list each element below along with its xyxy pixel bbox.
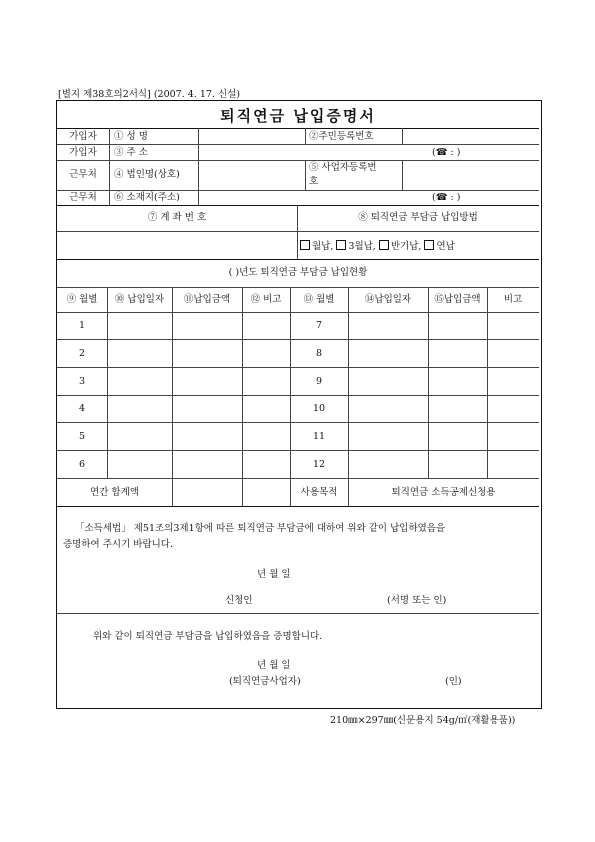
month-cell: 7	[315, 320, 323, 331]
divider	[402, 128, 403, 144]
divider	[57, 339, 539, 340]
pension-provider-label: (퇴직연금사업자)	[229, 676, 301, 687]
form-reference	[58, 86, 240, 100]
business-reg-label: ⑤ 사업자등록번	[309, 162, 377, 173]
divider	[57, 422, 539, 423]
declaration-line-1: 「소득세법」 제51조의3제1항에 따른 퇴직연금 부담금에 대하여 위와 같이 납입하였음을	[75, 523, 446, 534]
page-title: 퇴직연금 납입증명서	[220, 107, 376, 125]
account-number-field[interactable]	[59, 233, 295, 257]
phone-field[interactable]: (☎ : )	[432, 192, 461, 203]
divider	[305, 128, 306, 144]
account-number-label: ⑦ 계 좌 번 호	[147, 212, 207, 223]
subscriber-label: 가입자	[69, 147, 97, 158]
applicant-label: 신청인	[225, 595, 253, 606]
divider	[109, 128, 110, 205]
declaration-line-2: 증명하여 주시기 바랍니다.	[63, 539, 174, 550]
month-cell: 2	[78, 348, 86, 359]
usage-label: 사용목적	[300, 487, 338, 498]
form-id: [별지 제38호의2서식]	[58, 89, 151, 100]
workplace-label: 근무처	[69, 192, 97, 203]
certification-date[interactable]: 년 월 일	[257, 660, 291, 671]
name-field[interactable]	[200, 130, 304, 143]
divider	[198, 128, 199, 205]
paper-spec-note: 210㎜×297㎜(신문용지 54g/㎡(재활용품))	[330, 715, 516, 726]
divider	[57, 395, 539, 396]
location-field[interactable]	[200, 191, 430, 204]
resident-number-label: ②주민등록번호	[309, 131, 374, 142]
month-cell: 12	[312, 459, 326, 470]
quarterly-checkbox[interactable]	[336, 240, 346, 250]
divider	[305, 160, 306, 190]
divider	[402, 160, 403, 190]
month-cell: 5	[78, 431, 86, 442]
usage-value: 퇴직연금 소득공제신청용	[391, 487, 496, 498]
divider	[348, 287, 349, 506]
column-header-note: ⑫ 비고	[250, 294, 282, 305]
status-title: ( )년도 퇴직연금 부담금 납입현황	[228, 267, 368, 278]
subscriber-label: 가입자	[69, 131, 97, 142]
payment-method-options	[300, 240, 455, 253]
divider	[57, 312, 539, 313]
annual-checkbox[interactable]	[424, 240, 434, 250]
provider-seal[interactable]: (인)	[445, 676, 462, 687]
divider	[107, 287, 108, 478]
annual-total-label: 연간 합계액	[90, 487, 139, 498]
month-cell: 3	[78, 376, 86, 387]
divider	[57, 506, 539, 507]
divider	[57, 160, 539, 161]
option-semiannual: 반기납,	[390, 241, 422, 252]
divider	[57, 231, 539, 232]
phone-field[interactable]: (☎ : )	[432, 147, 461, 158]
month-cell: 4	[78, 403, 86, 414]
company-name-field[interactable]	[200, 162, 304, 189]
divider	[57, 287, 539, 288]
form-frame	[56, 100, 542, 709]
monthly-checkbox[interactable]	[300, 240, 310, 250]
business-reg-field[interactable]	[404, 162, 537, 189]
form-date: (2007. 4. 17. 신설)	[153, 89, 241, 100]
option-quarterly: 3월납,	[348, 241, 376, 252]
applicant-signature[interactable]: (서명 또는 인)	[387, 595, 447, 606]
column-header-date-2: ⑭납입일자	[364, 294, 412, 305]
month-cell: 8	[315, 348, 323, 359]
column-header-note-2: 비고	[503, 294, 523, 305]
divider	[57, 613, 539, 614]
option-monthly: 월납,	[312, 241, 334, 252]
option-annual: 연납	[436, 241, 455, 252]
certification-text: 위와 같이 퇴직연금 부담금을 납입하였음을 증명합니다.	[93, 631, 323, 642]
divider	[428, 287, 429, 478]
divider	[172, 287, 173, 506]
column-header-month: ⑨ 월별	[66, 294, 98, 305]
resident-number-field[interactable]	[404, 130, 537, 143]
column-header-month-2: ⑬ 월별	[303, 294, 335, 305]
divider	[57, 450, 539, 451]
divider	[57, 367, 539, 368]
month-cell: 11	[312, 431, 326, 442]
month-cell: 9	[315, 376, 323, 387]
column-header-amount-2: ⑮납입금액	[434, 294, 481, 305]
divider	[57, 205, 539, 206]
column-header-date: ⑩ 납입일자	[114, 294, 165, 305]
location-label: ⑥ 소재지(주소)	[114, 192, 180, 203]
month-cell: 10	[312, 403, 326, 414]
divider	[242, 287, 243, 506]
semiannual-checkbox[interactable]	[379, 240, 389, 250]
application-date[interactable]: 년 월 일	[257, 569, 291, 580]
divider	[57, 478, 539, 479]
address-label: ③ 주 소	[114, 147, 148, 158]
column-header-amount: ⑪납입금액	[183, 294, 231, 305]
divider	[487, 287, 488, 478]
address-field[interactable]	[200, 146, 430, 159]
divider	[57, 144, 539, 145]
month-cell: 1	[78, 320, 86, 331]
workplace-label: 근무처	[69, 169, 97, 180]
company-name-label: ④ 법인명(상호)	[114, 169, 180, 180]
divider	[57, 259, 539, 260]
name-label: ① 성 명	[114, 131, 148, 142]
payment-method-label: ⑧ 퇴직연금 부담금 납입방법	[358, 212, 478, 223]
month-cell: 6	[78, 459, 86, 470]
title-divider	[57, 128, 539, 129]
business-reg-label-cont: 호	[309, 176, 319, 187]
